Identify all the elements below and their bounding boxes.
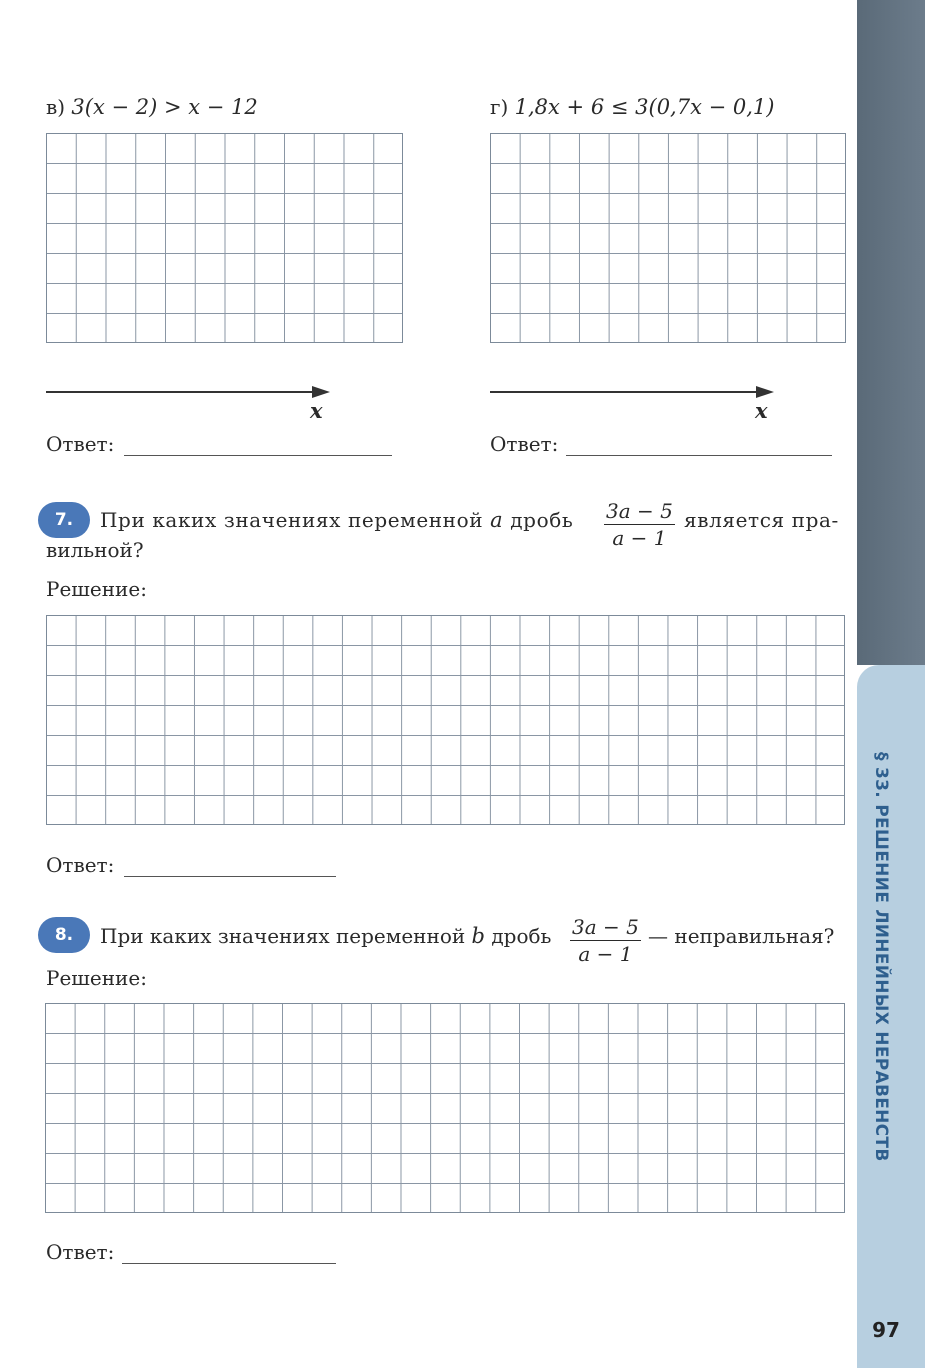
task7-solution-grid[interactable] bbox=[46, 615, 845, 825]
task7-question-line2: вильной? bbox=[46, 538, 144, 562]
task7-answer-label: Ответ: bbox=[46, 853, 115, 877]
task6g-answer-field[interactable] bbox=[566, 455, 832, 456]
task7-question-line1 bbox=[100, 508, 573, 532]
task6v-number-axis bbox=[46, 391, 326, 393]
task7-answer-field[interactable] bbox=[124, 876, 336, 877]
task7-fraction bbox=[604, 499, 675, 550]
task8-fraction-denominator: a − 1 bbox=[578, 942, 633, 966]
task6v-heading bbox=[46, 95, 258, 119]
task8-number-badge: 8. bbox=[38, 917, 90, 953]
task8-solution-label: Решение: bbox=[46, 966, 147, 990]
section-title: § 33. РЕШЕНИЕ ЛИНЕЙНЫХ НЕРАВЕНСТВ bbox=[871, 752, 891, 1162]
task8-solution-grid[interactable] bbox=[45, 1003, 845, 1213]
task8-text-before: При каких значениях переменной bbox=[100, 924, 466, 948]
task7-text-before: При каких значениях переменной bbox=[100, 508, 484, 532]
task8-variable: b bbox=[471, 924, 485, 948]
task6v-answer-label: Ответ: bbox=[46, 432, 115, 456]
task8-fraction-numerator: 3a − 5 bbox=[572, 915, 639, 939]
task8-answer-label: Ответ: bbox=[46, 1240, 115, 1264]
task6g-answer-label: Ответ: bbox=[490, 432, 559, 456]
task7-variable: a bbox=[490, 508, 504, 532]
task7-text-after: является пра- bbox=[684, 508, 839, 532]
task6v-answer-field[interactable] bbox=[124, 455, 392, 456]
page-number: 97 bbox=[872, 1318, 900, 1342]
task6g-grid[interactable] bbox=[490, 133, 846, 343]
task7-fraction-numerator: 3a − 5 bbox=[606, 499, 673, 523]
task7-solution-label: Решение: bbox=[46, 577, 147, 601]
task6g-number-axis bbox=[490, 391, 770, 393]
task8-text-mid: дробь bbox=[491, 924, 552, 948]
task6v-grid[interactable] bbox=[46, 133, 403, 343]
task7-number-badge: 7. bbox=[38, 502, 90, 538]
task6v-axis-label: x bbox=[310, 398, 323, 423]
task6g-axis-label: x bbox=[755, 398, 768, 423]
task8-text-after: — неправильная? bbox=[648, 924, 835, 948]
task6g-expression: 1,8x + 6 ≤ 3(0,7x − 0,1) bbox=[514, 95, 775, 119]
sidebar-dark-band bbox=[857, 0, 925, 665]
task6v-expression: 3(x − 2) > x − 12 bbox=[71, 95, 258, 119]
task6v-label: в) bbox=[46, 95, 66, 119]
task7-fraction-denominator: a − 1 bbox=[612, 526, 667, 550]
task6g-heading bbox=[490, 95, 774, 119]
task8-answer-field[interactable] bbox=[122, 1263, 336, 1264]
task6g-label: г) bbox=[490, 95, 509, 119]
task7-text-mid: дробь bbox=[510, 508, 574, 532]
task8-question-line1 bbox=[100, 924, 551, 948]
task8-fraction bbox=[570, 915, 641, 966]
